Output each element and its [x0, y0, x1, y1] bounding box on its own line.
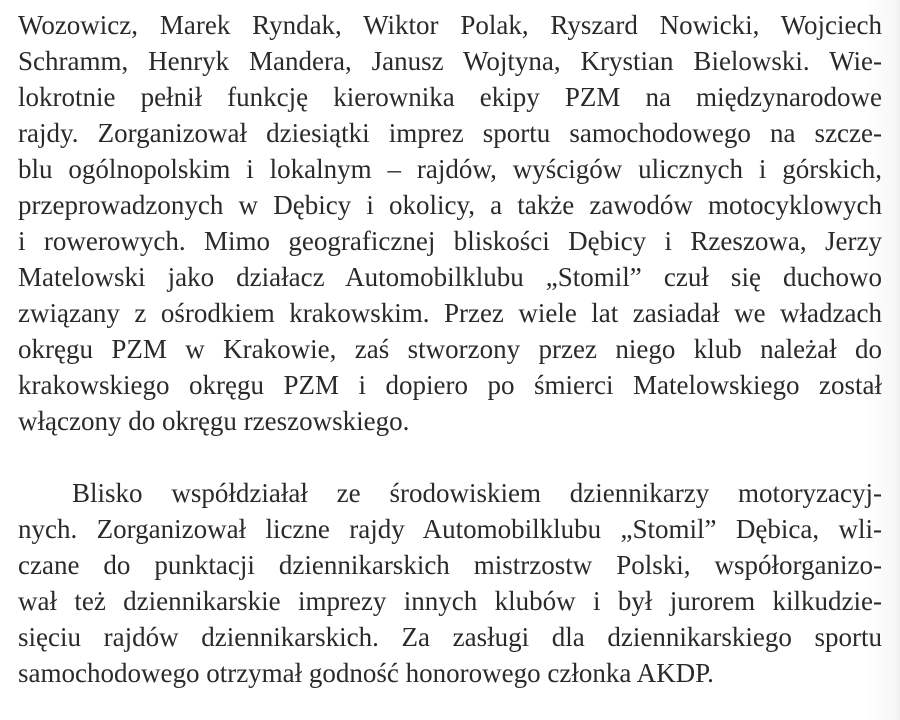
- text-line: czane do punktacji dziennikarskich mistrzostw Polski, współorganizo-: [18, 550, 882, 580]
- text-line: włączony do okręgu rzeszowskiego.: [18, 406, 410, 436]
- text-line: wał też dziennikarskie imprezy innych klubów i był jurorem kilkudzie-: [18, 586, 882, 616]
- page-edge-shadow: [894, 0, 900, 720]
- text-line: blu ogólnopolskim i lokalnym – rajdów, wyścigów ulicznych i górskich,: [18, 154, 882, 184]
- text-line: Matelowski jako działacz Automobilklubu „Stomil” czuł się duchowo: [18, 262, 882, 292]
- text-line: okręgu PZM w Krakowie, zaś stworzony przez niego klub należał do: [18, 334, 882, 364]
- text-line: i rowerowych. Mimo geograficznej bliskości Dębicy i Rzeszowa, Jerzy: [18, 226, 882, 256]
- text-line: rajdy. Zorganizował dziesiątki imprez sportu samochodowego na szcze-: [18, 118, 882, 148]
- text-line: krakowskiego okręgu PZM i dopiero po śmierci Matelowskiego został: [18, 370, 882, 400]
- text-line: Wozowicz, Marek Ryndak, Wiktor Polak, Ryszard Nowicki, Wojciech: [18, 10, 882, 40]
- text-line: Schramm, Henryk Mandera, Janusz Wojtyna, Krystian Bielowski. Wie-: [18, 46, 882, 76]
- text-line: związany z ośrodkiem krakowskim. Przez wiele lat zasiadał we władzach: [18, 298, 882, 328]
- text-line: lokrotnie pełnił funkcję kierownika ekipy PZM na międzynarodowe: [18, 82, 882, 112]
- text-line: Blisko współdziałał ze środowiskiem dziennikarzy motoryzacyj-: [72, 478, 882, 508]
- text-line: nych. Zorganizował liczne rajdy Automobilklubu „Stomil” Dębica, wli-: [18, 514, 882, 544]
- text-line: sięciu rajdów dziennikarskich. Za zasługi dla dziennikarskiego sportu: [18, 622, 882, 652]
- text-line: przeprowadzonych w Dębicy i okolicy, a także zawodów motocyklowych: [18, 190, 882, 220]
- text-line: samochodowego otrzymał godność honorowego członka AKDP.: [18, 658, 714, 688]
